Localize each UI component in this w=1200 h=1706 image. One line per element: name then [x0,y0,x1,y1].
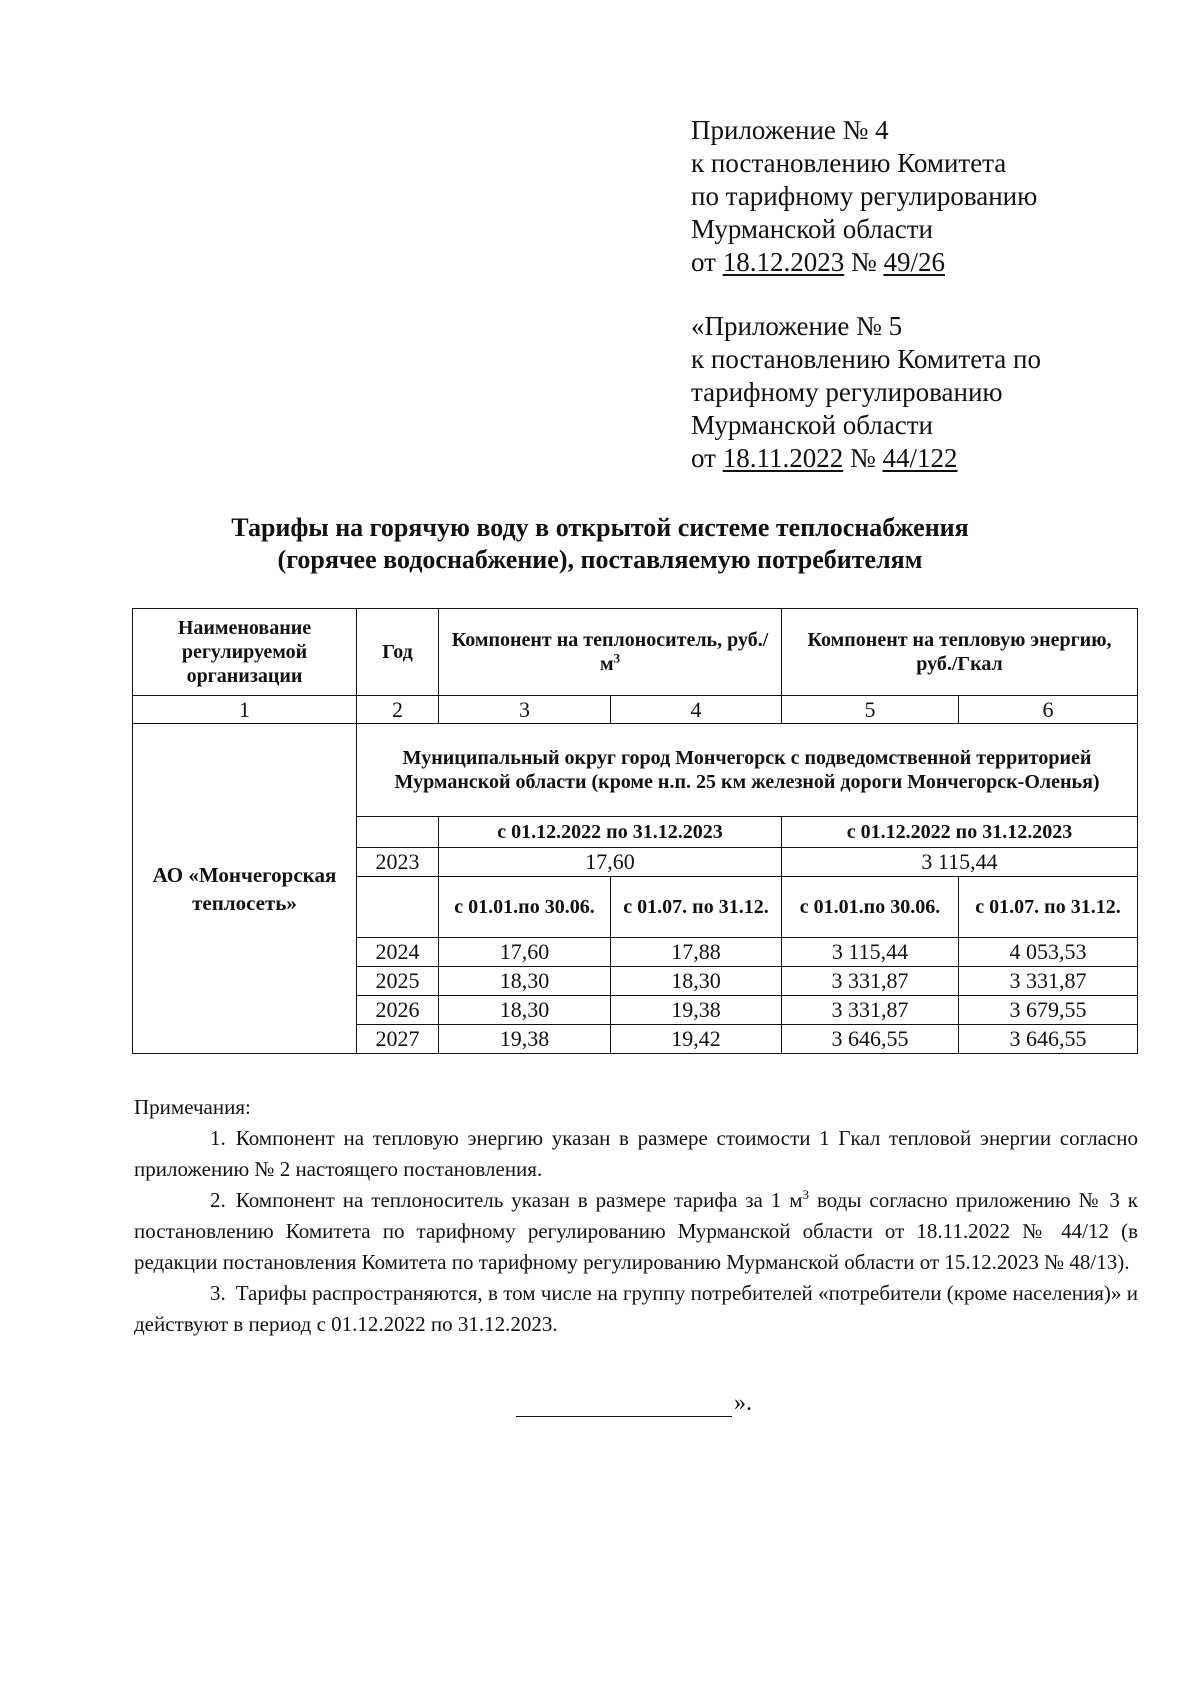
row-year: 2027 [357,1025,439,1054]
heat-h2-value: 3 331,87 [959,967,1138,996]
appendix-5-line2: к постановлению Комитета по [691,344,1041,374]
heat-h1-value: 3 646,55 [782,1025,959,1054]
title-line2: (горячее водоснабжение), поставляемую потребителям [277,545,923,574]
note-number: 2. [210,1188,226,1212]
header-carrier [439,609,782,696]
heat-h2-value: 3 646,55 [959,1025,1138,1054]
notes-heading: Примечания: [134,1095,251,1119]
closing-mark [516,1390,752,1417]
half-year-empty [357,877,439,938]
appendix-5-date-line [691,442,1131,475]
column-number: 6 [959,696,1138,724]
municipality-row [133,724,1138,817]
heat-h1-value: 3 115,44 [782,938,959,967]
row-year: 2025 [357,967,439,996]
date-prefix: от [691,247,723,277]
column-number: 2 [357,696,439,724]
header-heat: Компонент на тепловую энергию, руб./Гкал [782,609,1138,696]
appendix-4-number: 49/26 [883,247,945,277]
carrier-h2-label: с 01.07. по 31.12. [611,877,782,938]
appendix-5-number: 44/122 [882,443,958,473]
note-sup: 3 [802,1187,810,1202]
document-title [140,512,1060,576]
row-year: 2024 [357,938,439,967]
column-number: 3 [439,696,611,724]
notes-section [134,1092,1138,1340]
appendix-4-line2: к постановлению Комитета [691,148,1007,178]
signature-line [516,1392,732,1417]
heat-h1-value: 3 331,87 [782,996,959,1025]
heat-value: 3 115,44 [782,848,1138,877]
column-number: 1 [133,696,357,724]
period-heat: с 01.12.2022 по 31.12.2023 [782,817,1138,848]
note-text-part1: Компонент на теплоноситель указан в размере тарифа за 1 м [235,1188,803,1212]
heat-h2-value: 4 053,53 [959,938,1138,967]
closing-quote: ». [734,1390,752,1416]
appendix-4-line3: по тарифному регулированию [691,181,1038,211]
carrier-h2-value: 19,42 [611,1025,782,1054]
appendix-5-date: 18.11.2022 [722,443,844,473]
appendix-5-line4: Мурманской области [691,410,933,440]
appendix-5-line1: «Приложение № 5 [691,311,903,341]
carrier-h1-value: 19,38 [439,1025,611,1054]
heat-h1-value: 3 331,87 [782,967,959,996]
note-item [134,1278,1138,1340]
carrier-h1-value: 18,30 [439,967,611,996]
tariff-table [132,608,1138,1054]
period-carrier: с 01.12.2022 по 31.12.2023 [439,817,782,848]
appendix-4-header [691,114,1131,279]
header-carrier-text: Компонент на теплоноситель, руб./м [451,629,769,675]
note-item [134,1123,1138,1185]
title-line1: Тарифы на горячую воду в открытой системе теплоснабжения [231,513,969,542]
carrier-value: 17,60 [439,848,782,877]
heat-h2-label: с 01.07. по 31.12. [959,877,1138,938]
carrier-h2-value: 17,88 [611,938,782,967]
note-text-part2: воды согласно приложению № 3 к постановлению Комитета по тарифному регулированию Мурманской области от 18.11.2022 № 44/12 (в редакции постановления Комитета по тарифному регулированию Мурманской области от 15.12.2023 № 48/13). [134,1188,1139,1274]
table-header-row [133,609,1138,696]
note-number: 1. [210,1126,226,1150]
appendix-4-date-line [691,246,1131,279]
column-number: 4 [611,696,782,724]
row-year: 2026 [357,996,439,1025]
appendix-4-date: 18.12.2023 [722,247,845,277]
row-year: 2023 [357,848,439,877]
municipality-name: Муниципальный округ город Мончегорск с подведомственной территорией Мурманской области (кроме н.п. 25 км железной дороги Мончегорск-Оленья) [357,724,1138,817]
appendix-4-line1: Приложение № 4 [691,115,889,145]
header-carrier-sup: 3 [613,650,621,666]
number-prefix: № [843,443,883,473]
carrier-h1-value: 17,60 [439,938,611,967]
column-number-row [133,696,1138,724]
appendix-5-line3: тарифному регулированию [691,377,1003,407]
date-prefix: от [691,443,723,473]
note-number: 3. [210,1281,226,1305]
period-year-empty [357,817,439,848]
number-prefix: № [844,247,884,277]
header-year: Год [357,609,439,696]
appendix-4-line4: Мурманской области [691,214,933,244]
carrier-h1-label: с 01.01.по 30.06. [439,877,611,938]
header-org: Наименование регулируемой организации [133,609,357,696]
heat-h1-label: с 01.01.по 30.06. [782,877,959,938]
carrier-h2-value: 18,30 [611,967,782,996]
note-item [134,1185,1138,1278]
note-text: Компонент на тепловую энергию указан в размере стоимости 1 Гкал тепловой энергии согласно приложению № 2 настоящего постановления. [134,1126,1138,1181]
carrier-h1-value: 18,30 [439,996,611,1025]
column-number: 5 [782,696,959,724]
carrier-h2-value: 19,38 [611,996,782,1025]
heat-h2-value: 3 679,55 [959,996,1138,1025]
organization-name: АО «Мончегорская теплосеть» [133,724,357,1054]
note-text: Тарифы распространяются, в том числе на группу потребителей «потребители (кроме населения)» и действуют в период с 01.12.2022 по 31.12.2023. [134,1281,1138,1336]
appendix-5-header [691,310,1131,475]
